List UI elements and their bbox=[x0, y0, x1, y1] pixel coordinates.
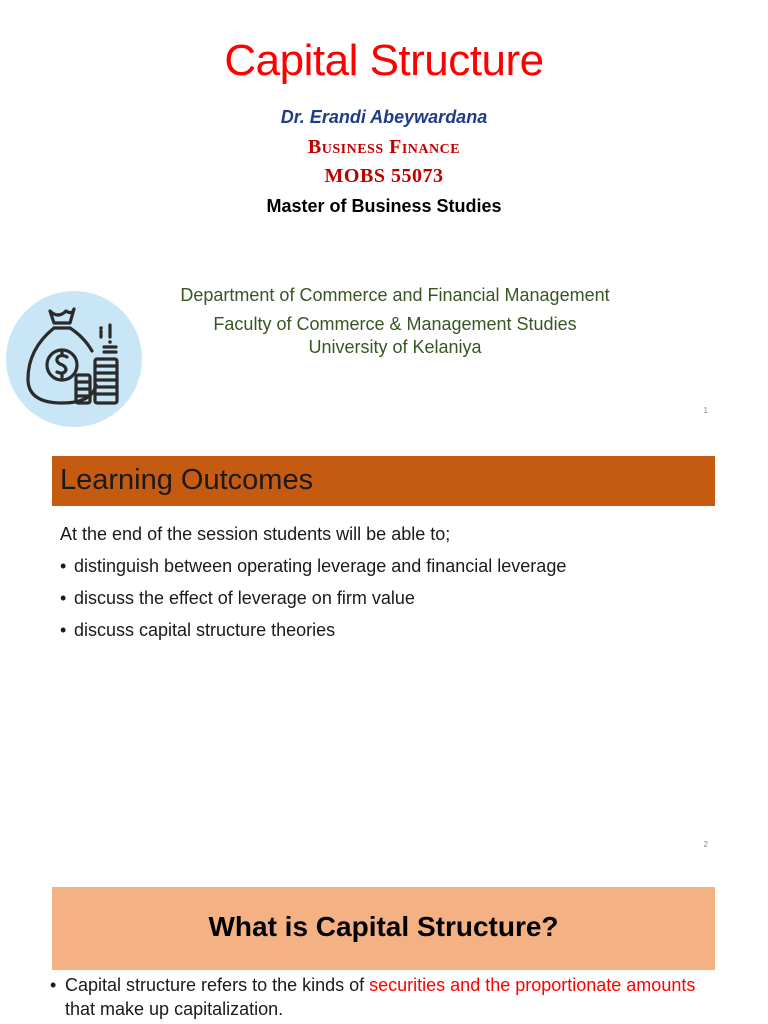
intro-text: At the end of the session students will be able to; bbox=[60, 524, 451, 544]
section-heading: What is Capital Structure? bbox=[208, 911, 559, 942]
list-item: • discuss capital structure theories bbox=[60, 620, 336, 640]
course-name: Business Finance bbox=[307, 136, 461, 158]
slide-2 bbox=[0, 438, 768, 858]
slide-3 bbox=[0, 866, 768, 1024]
bullet-icon: • bbox=[60, 620, 67, 640]
bullet-icon: • bbox=[60, 588, 67, 608]
outcome-list bbox=[60, 556, 566, 652]
list-item: • distinguish between operating leverage and financial leverage bbox=[60, 556, 567, 576]
department-name: Department of Commerce and Financial Management bbox=[180, 285, 610, 305]
slide-number: 1 bbox=[703, 406, 708, 415]
body-paragraph: • Capital structure refers to the kinds of securities and the proportionate amounts that make up capitalization. bbox=[50, 975, 696, 1019]
author-name: Dr. Erandi Abeywardana bbox=[280, 107, 488, 127]
slide-title: Capital Structure bbox=[224, 36, 544, 85]
bullet-icon: • bbox=[60, 556, 67, 576]
section-heading: Learning Outcomes bbox=[60, 464, 314, 496]
university-name: University of Kelaniya bbox=[308, 337, 482, 357]
slide-1 bbox=[0, 0, 768, 432]
course-code: MOBS 55073 bbox=[324, 165, 444, 187]
section-banner bbox=[52, 456, 715, 506]
bullet-icon: • bbox=[50, 975, 57, 995]
slide-number: 2 bbox=[703, 840, 708, 849]
section-banner bbox=[52, 887, 715, 970]
highlight-text: securities and the proportionate amounts bbox=[369, 975, 696, 995]
faculty-name: Faculty of Commerce & Management Studies bbox=[213, 314, 577, 334]
money-bag-coins-icon bbox=[0, 285, 148, 433]
list-item: • discuss the effect of leverage on firm value bbox=[60, 588, 415, 608]
program-name: Master of Business Studies bbox=[266, 196, 502, 216]
